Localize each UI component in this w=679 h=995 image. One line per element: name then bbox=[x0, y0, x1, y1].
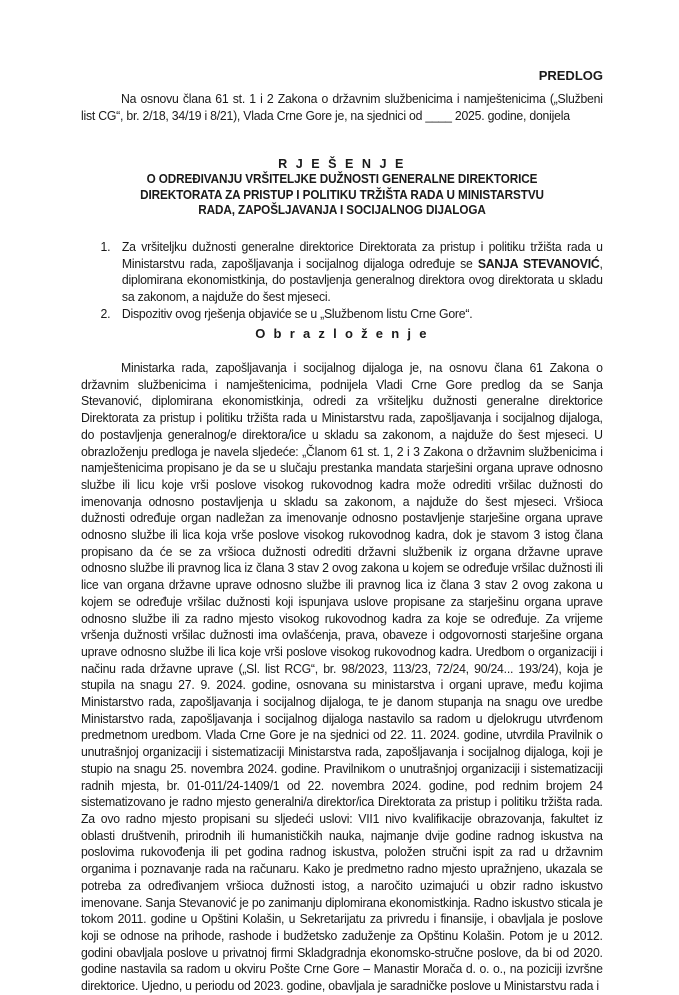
item-text: Dispozitiv ovog rješenja objaviće se u „Službenom listu Crne Gore“. bbox=[121, 305, 473, 321]
draft-label: PREDLOG bbox=[538, 68, 603, 83]
item-number: 2. bbox=[100, 305, 111, 321]
decision-title: R J E Š E N J E bbox=[278, 157, 406, 171]
decision-items bbox=[81, 239, 603, 323]
item-number: 1. bbox=[100, 239, 111, 254]
appointee-name: SANJA STEVANOVIĆ bbox=[477, 255, 600, 271]
intro-paragraph: Na osnovu člana 61 st. 1 i 2 Zakona o državnim službenicima i namještenicima („Službeni list CG“, br. 2/18, 34/19 i 8/21), Vlada Crne Gore je, na sjednici od ____ 2025. godine, donijela bbox=[81, 91, 603, 123]
decision-subtitle-line-1: O ODREĐIVANJU VRŠITELJKE DUŽNOSTI GENERALNE DIREKTORICE bbox=[146, 172, 538, 187]
explanation-heading: O b r a z l o ž e n j e bbox=[255, 326, 429, 341]
decision-subtitle-line-2: DIREKTORATA ZA PRISTUP I POLITIKU TRŽIŠTA RADA U MINISTARSTVU bbox=[140, 187, 544, 202]
explanation-paragraph: Ministarka rada, zapošljavanja i socijalnog dijaloga je, na osnovu člana 61 Zakona o državnim službenicima i namještenicima, podnijela Vladi Crne Gore predlog da se Sanja Stevanović, diplomirana ekonomistkinja, odredi za vršiteljku dužnosti generalne direktorice Direktorata za pristup i politiku tržišta rada u Ministarstvu rada, zapošljavanja i socijalnog dijaloga, do postavljenja generalnog/e direktora/ice u skladu sa zakonom, a najduže do šest mjeseci. U obrazloženju predloga je navela sljedeće: „Članom 61 st. 1, 2 i 3 Zakona o državnim službenicima i namještenicima propisano je da se u slučaju prestanka mandata starješini organa uprave odnosno službe ili licu koje vrši poslove visokog rukovodnog kadra može odrediti vršilac dužnosti do imenovanja odnosno postavljenja u skladu sa zakonom, a najduže do šest mjeseci. Vršioca dužnosti određuje organ nadležan za imenovanje odnosno postavljenje starješine organa uprave odnosno službe ili lica koja vrše poslove visokog rukovodnog kadra, dok je stavom 3 istog člana propisano da će se za vršioca dužnosti odrediti državni službenik iz organa državne uprave odnosno službe ili pravnog lica iz člana 3 stav 2 ovog zakona u kojem se određuje vršilac dužnosti ili lice van organa državne uprave odnosno službe ili pravnog lica iz člana 3 stav 2 ovog zakona u kojem se određuje vršilac dužnosti koji ispunjava uslove propisane za starješinu organa uprave odnosno službe ili za radno mjesto visokog rukovodnog kadra za koje se određuje. Za vrijeme vršenja dužnosti vršilac dužnosti ima ovlašćenja, prava, obaveze i odgovornosti starješine organa uprave odnosno službe ili lica koje vrši poslove visokog rukovodnog kadra. Uredbom o organizaciji i načinu rada državne uprave („Sl. list RCG“, br. 98/2023, 113/23, 72/24, 90/24... 193/24), koja je stupila na snagu 27. 9. 2024. godine, osnovana su ministarstva i organi uprave, među kojima Ministarstvo rada, zapošljavanja i socijalnog dijaloga, te je danom stupanja na snagu ove uredbe Ministarstvo rada, zapošljavanja i socijalnog dijaloga nastavilo sa radom u djelokrugu utvrđenom predmetnom uredbom. Vlada Crne Gore je na sjednici od 22. 11. 2024. godine, utvrdila Pravilnik o unutrašnjoj organizaciji i sistematizaciji Ministarstva rada, zapošljavanja i socijalnog dijaloga, koji je stupio na snagu 25. novembra 2024. godine. Pravilnikom o unutrašnjoj organizaciji i sistematizaciji radnih mjesta, br. 01-011/24-1409/1 od 22. novembra 2024. godine, pod rednim brojem 24 sistematizovano je radno mjesto generalni/a direktor/ica Direktorata za pristup i politiku tržišta rada. Za ovo radno mjesto propisani su sljedeći uslovi: VII1 nivo kvalifikacije obrazovanja, fakultet iz oblasti društvenih, prirodnih ili humanističkih nauka, najmanje dvije godine radnog iskustva na poslovima rukovođenja ili pet godina radnog iskustva, položen stručni ispit za rad u državnim organima i poznavanje rada na računaru. Kako je predmetno radno mjesto upražnjeno, ukazala se potreba za određivanjem vršioca dužnosti istog, a naročito uzimajući u obzir radno iskustvo imenovane. Sanja Stevanović je po zanimanju diplomirana ekonomistkinja. Radno iskustvo sticala je tokom 2011. godine u Opštini Kolašin, u Sekretarijatu za privredu i finansije, i obavljala je poslove koji se odnose na prihode, rashode i budžetsko zaduženje za Opštinu Kolašin. Potom je u 2012. godini obavljala poslove u privatnoj firmi Skladgradnja ekonomsko-stručne poslove, da bi od 2020. godine nastavila sa radom u okviru Pošte Crne Gore – Manastir Morača d. o. o., na poziciji izvršne direktorice. Ujedno, u periodu od 2023. godine, obavljala je saradničke poslove u Ministarstvu rada i bbox=[81, 360, 603, 994]
decision-heading bbox=[81, 157, 603, 218]
item-text-after: , diplomirana ekonomistkinja, do postavljenja generalnog direktora ovog direktorata u skladu sa zakonom, a najduže do šest mjeseci. bbox=[121, 255, 603, 305]
decision-item-1 bbox=[81, 239, 603, 306]
decision-item-2 bbox=[81, 306, 603, 323]
item-text: Za vršiteljku dužnosti generalne direktorice Direktorata za pristup i politiku tržišta rada u Ministarstvu rada, zapošljavanja i socijalnog dijaloga određuje se bbox=[121, 239, 603, 271]
decision-subtitle-line-3: RADA, ZAPOŠLJAVANJA I SOCIJALNOG DIJALOGA bbox=[198, 202, 486, 217]
